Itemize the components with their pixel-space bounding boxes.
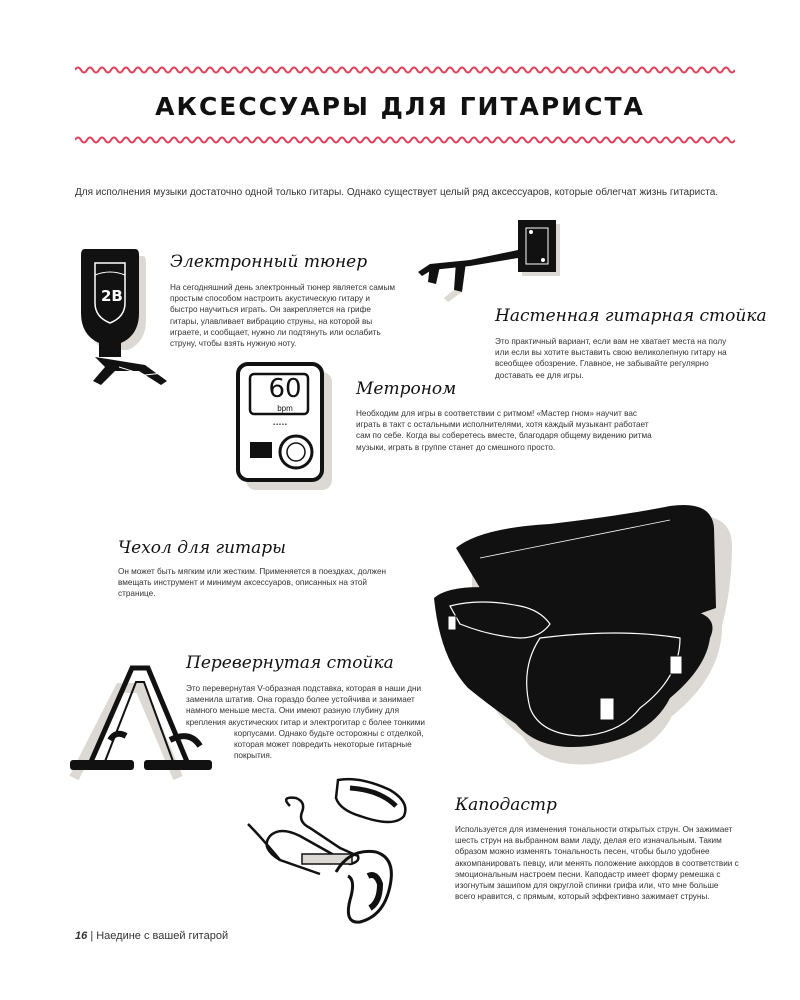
a-frame-stand-line: Это перевернутая V-образная подставка, которая в наши дни (186, 684, 422, 693)
a-frame-stand-line: корпусами. Однако будьте осторожны с отделкой, (234, 728, 424, 738)
a-frame-stand-line: покрытия. (234, 751, 273, 761)
capo-text: Используется для изменения тональности открытых струн. Он зажимает шесть струн на выбранном вами ладу, делая его изначальным. Таким образом можно изменять тональность песен, чтобы было удобнее аккомпанировать певцу, или менять положение аккордов в соответствии с эмоциональным настроем песни. Каподастр имеет форму ремешка с изогнутым зашипом для округлой спинки грифа или, что мне больше всего нравится, с прямым, который эффективно зажимает струны. (455, 825, 739, 902)
a-frame-stand-heading: Перевернутая стойка (186, 653, 394, 673)
page-title: АКСЕССУАРЫ ДЛЯ ГИТАРИСТА (155, 92, 645, 121)
svg-text:•••••: ••••• (272, 422, 288, 428)
page-footer (75, 930, 228, 942)
page-number: 16 (75, 930, 88, 942)
tuner-heading: Электронный тюнер (170, 252, 368, 272)
a-frame-stand-line: крепления акустических гитар и электрогитар с более тонкими (186, 717, 425, 727)
a-frame-stand-line: которая может повредить некоторые гитарные (234, 740, 412, 750)
a-frame-stand-line: заменила штатив. Она гораздо более устойчива и занимает (186, 695, 415, 705)
intro-paragraph: Для исполнения музыки достаточно одной только гитары. Однако существует целый ряд аксессуаров, которые облегчат жизнь гитариста. (75, 187, 719, 198)
book-title: Наедине с вашей гитарой (96, 930, 229, 942)
wall-stand-heading: Настенная гитарная стойка (495, 306, 767, 326)
tuner-logo: 2B (101, 287, 123, 305)
bottom-wave-divider (75, 134, 735, 146)
metronome-display-value: 60 (268, 374, 302, 404)
top-wave-divider (75, 64, 735, 76)
wall-stand-text: Это практичный вариант, если вам не хватает места на полу или если вы хотите выставить свою великолепную гитару на всеобщее обозрение. Главное, не забывайте регулярно доставать ее для игры. (495, 337, 727, 380)
a-frame-stand-text (186, 683, 476, 761)
case-heading: Чехол для гитары (118, 538, 287, 558)
metronome-text: Необходим для игры в соответствии с ритмом! «Мастер гном» научит вас играть в такт с остальными исполнителями, хотя каждый музыкант работает сам по себе. Когда вы соберетесь вместе, благодаря общему видению ритма музыки, играть в группе станет до смешного просто. (356, 409, 652, 452)
footer-separator: | (90, 930, 94, 942)
wall-stand-illustration (410, 220, 560, 310)
case-text: Он может быть мягким или жестким. Применяется в поездках, должен вмещать инструмент и минимум аксессуаров, описанных на этой странице. (118, 567, 387, 599)
tuner-text: На сегодняшний день электронный тюнер является самым простым способом настроить акустическую гитару и быстро научиться играть. Он закрепляется на грифе гитары, улавливает вибрацию струны, на которой вы играете, и сообщает, нужно ли подтянуть или ослабить струну, чтобы взять нужную ноту. (170, 283, 395, 349)
metronome-display-unit: bpm (277, 404, 293, 413)
capo-illustration (240, 776, 440, 926)
metronome-heading: Метроном (356, 379, 457, 399)
tuner-illustration (75, 245, 175, 395)
a-frame-stand-line: намного меньше места. Они имеют разную глубину для (186, 706, 400, 716)
capo-heading: Каподастр (455, 795, 557, 815)
